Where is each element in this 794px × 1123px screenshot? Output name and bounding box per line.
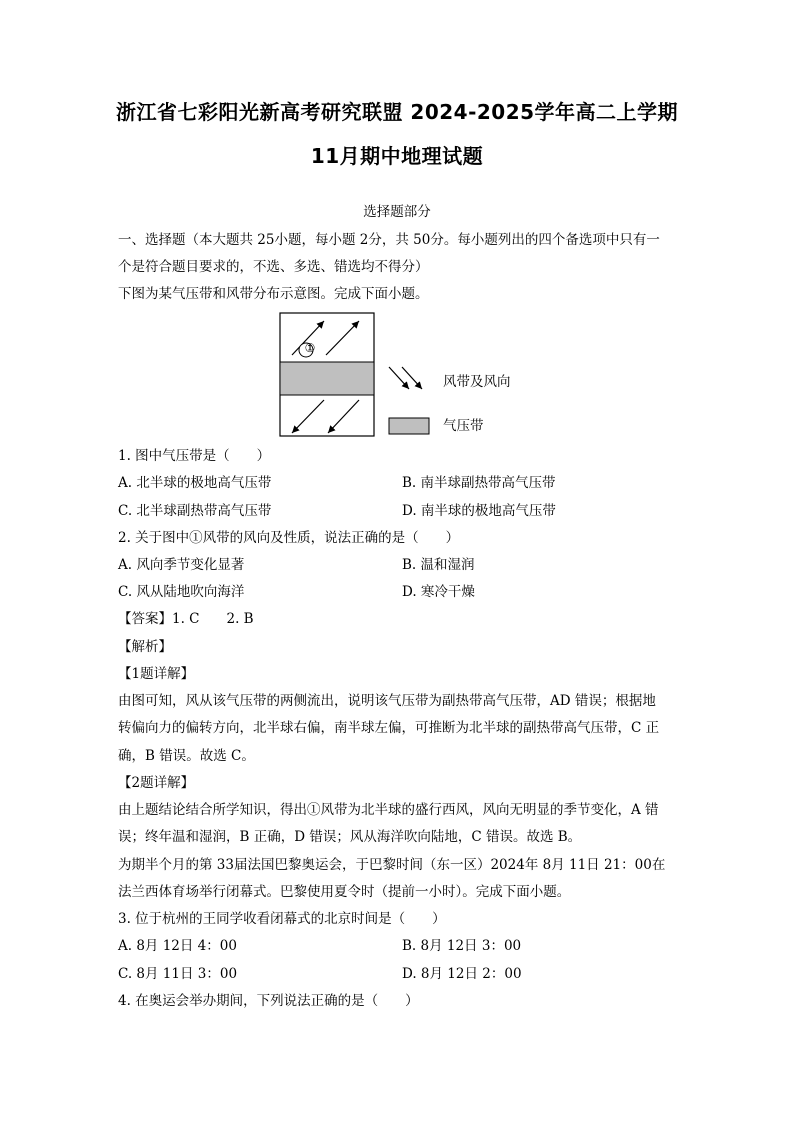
legend-wind-arrow-1 (389, 367, 409, 389)
detail2-line1: 由上题结论结合所学知识，得出①风带为北半球的盛行西风，风向无明显的季节变化，A 错 (118, 802, 659, 818)
analysis-header: 【解析】 (118, 639, 172, 655)
detail2-line2: 误；终年温和湿润，B 正确，D 错误；风从海洋吹向陆地，C 错误。故选 B。 (118, 829, 582, 845)
q2-stem: 2. 关于图中①风带的风向及性质，说法正确的是（ ） (118, 530, 460, 546)
detail1-header: 【1题详解】 (118, 666, 195, 682)
detail1-line1: 由图可知，风从该气压带的两侧流出，说明该气压带为副热带高气压带，AD 错误；根据地 (118, 693, 656, 709)
section-header: 选择题部分 (363, 204, 431, 220)
circle-label: ① (304, 341, 316, 355)
legend-wind-label: 风带及风向 (443, 374, 511, 390)
q2-option-b: B. 温和湿润 (402, 557, 475, 573)
figure-intro: 下图为某气压带和风带分布示意图。完成下面小题。 (118, 286, 429, 302)
q1-option-a: A. 北半球的极地高气压带 (118, 475, 272, 491)
q3-stem: 3. 位于杭州的王同学收看闭幕式的北京时间是（ ） (118, 911, 446, 927)
passage2-line2: 法兰西体育场举行闭幕式。巴黎使用夏令时（提前一小时）。完成下面小题。 (118, 884, 571, 900)
q1-option-d: D. 南半球的极地高气压带 (402, 503, 556, 519)
q3-option-d: D. 8月 12日 2：00 (402, 966, 522, 982)
legend-pressure-swatch (389, 418, 429, 434)
document-title-line1: 浙江省七彩阳光新高考研究联盟 2024-2025学年高二上学期 (115, 100, 679, 124)
q1-stem: 1. 图中气压带是（ ） (118, 448, 271, 464)
legend-pressure-label: 气压带 (443, 418, 484, 434)
q1-option-c: C. 北半球副热带高气压带 (118, 503, 272, 519)
q2-option-a: A. 风向季节变化显著 (118, 557, 245, 573)
q2-option-d: D. 寒冷干燥 (402, 584, 475, 600)
pressure-wind-diagram (276, 312, 536, 440)
pressure-belt-band (280, 362, 374, 395)
q3-option-b: B. 8月 12日 3：00 (402, 938, 522, 954)
passage2-line1: 为期半个月的第 33届法国巴黎奥运会，于巴黎时间（东一区）2024年 8月 11日 21：00在 (118, 857, 666, 873)
instructions-line2: 个是符合题目要求的，不选、多选、错选均不得分） (118, 259, 429, 275)
q3-option-a: A. 8月 12日 4：00 (118, 938, 237, 954)
detail1-line3: 确，B 错误。故选 C。 (118, 748, 255, 764)
detail2-header: 【2题详解】 (118, 775, 195, 791)
answer-line: 【答案】1. C 2. B (118, 611, 254, 627)
detail1-line2: 转偏向力的偏转方向，北半球右偏，南半球左偏，可推断为北半球的副热带高气压带，C 正 (118, 720, 660, 736)
document-title-line2: 11月期中地理试题 (310, 144, 484, 168)
q1-option-b: B. 南半球副热带高气压带 (402, 475, 556, 491)
q2-option-c: C. 风从陆地吹向海洋 (118, 584, 245, 600)
instructions-line1: 一、选择题（本大题共 25小题，每小题 2分，共 50分。每小题列出的四个备选项中只有一 (118, 232, 660, 248)
legend-wind-arrow-2 (402, 367, 422, 389)
q3-option-c: C. 8月 11日 3：00 (118, 966, 238, 982)
q4-stem: 4. 在奥运会举办期间，下列说法正确的是（ ） (118, 993, 419, 1009)
